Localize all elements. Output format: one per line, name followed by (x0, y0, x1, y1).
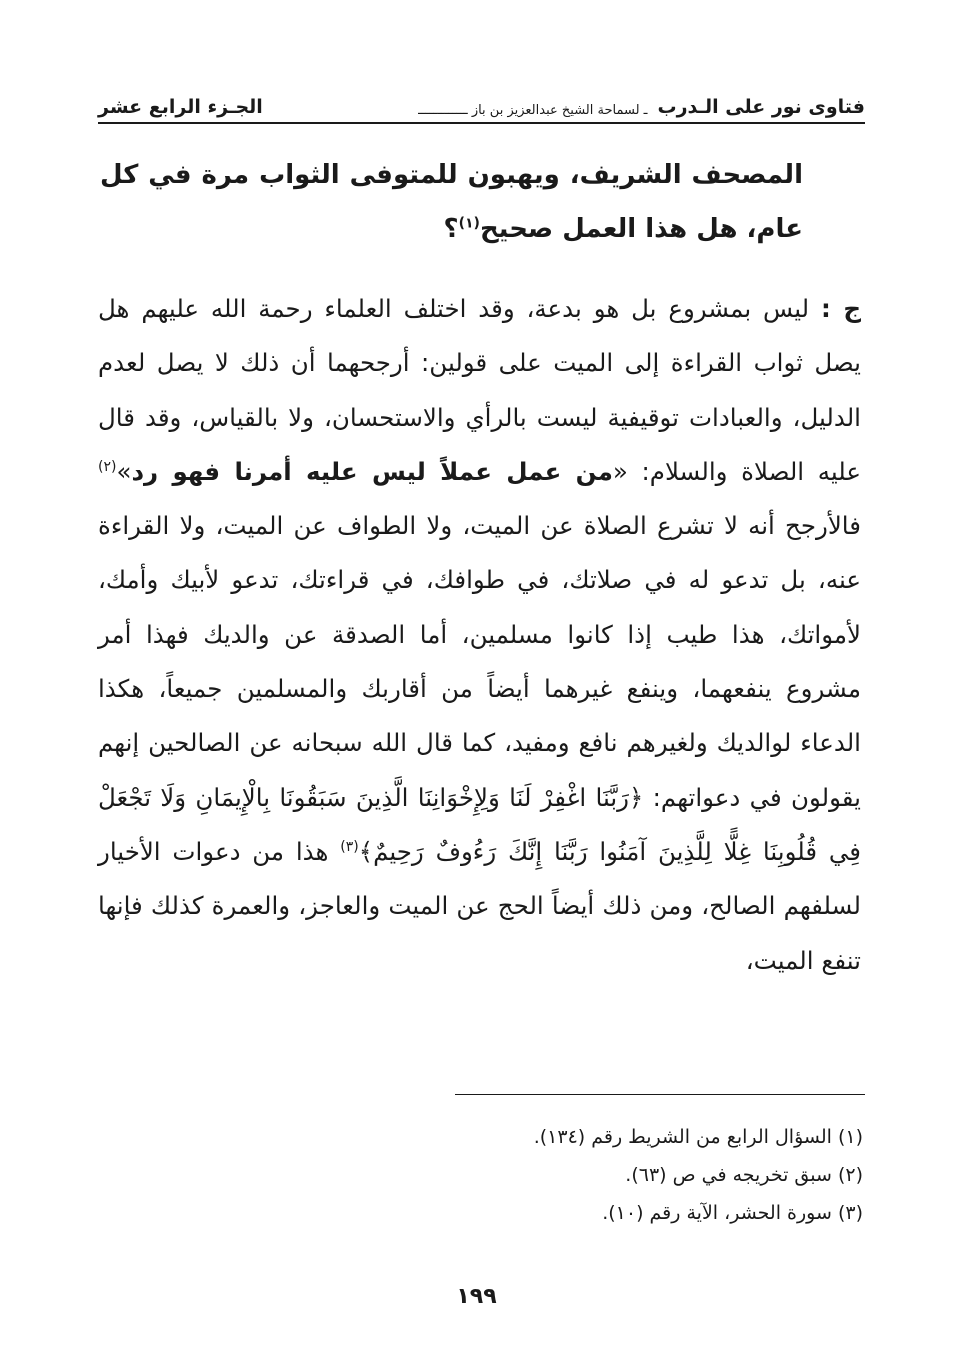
footnotes (300, 1118, 863, 1232)
running-header (98, 84, 865, 124)
page-number: ١٩٩ (456, 1284, 497, 1309)
hadith-quote: من عمل عملاً ليس عليه أمرنا فهو رد (131, 456, 613, 486)
part-title: الجـزء الرابع عشر (98, 96, 263, 118)
book-title: فتاوى نور على الـدرب (657, 96, 865, 118)
answer-prefix: ج : (820, 294, 861, 323)
running-header-right (418, 96, 865, 118)
author-line: ـ لسماحة الشيخ عبدالعزيز بن باز ـــــــــــــ (418, 103, 648, 118)
footnote-2: (٢) سبق تخريجه في ص (٦٣). (625, 1164, 863, 1186)
footnote-ref-1: (١) (458, 215, 480, 232)
question-text (100, 148, 803, 256)
answer-part-3: هذا من دعوات الأخيار لسلفهم الصالح، ومن ذلك أيضاً الحج عن الميت والعاجز، والعمرة كذلك فإنها تنفع الميت، (98, 836, 861, 975)
footnote-divider (455, 1094, 865, 1095)
answer-part-1: ليس بمشروع بل هو بدعة، وقد اختلف العلماء رحمة الله عليهم هل يصل ثواب القراءة إلى الميت على قولين: أرجحهما أن ذلك لا يصل لعدم الدليل، والعبادات توقيفية ليست بالرأي والاستحسان، ولا بالقياس، وقد قال عليه الصلاة والسلام: « (98, 294, 861, 486)
footnote-3: (٣) سورة الحشر، الآية رقم (١٠). (602, 1202, 863, 1224)
question-mark: ؟ (443, 214, 459, 244)
answer-text (98, 282, 861, 988)
question-body: المصحف الشريف، ويهبون للمتوفى الثواب مرة في كل عام، هل هذا العمل صحيح (100, 160, 803, 244)
hadith-close-quote: » (116, 456, 132, 486)
answer-part-2: فالأرجح أنه لا تشرع الصلاة عن الميت، ولا الطواف عن الميت، ولا القراءة عنه، بل تدعو له في صلاتك، في طوافك، في قراءتك، تدعو لأبيك وأمك، لأمواتك، هذا طيب إذا كانوا مسلمين، أما الصدقة عن والديك فهذا أمر مشروع ينفعهما، وينفع غيرهما أيضاً من أقاربك والمسلمين جميعاً، هكذا الدعاء لوالديك ولغيرهم نافع ومفيد، كما قال الله سبحانه عن الصالحين إنهم يقولون في دعواتهم: (98, 511, 861, 812)
footnote-ref-2: (٢) (98, 458, 117, 475)
footnote-ref-3: (٣) (340, 838, 359, 855)
quran-verse: ﴿رَبَّنَا اغْفِرْ لَنَا وَلِإِخْوَانِنَا الَّذِينَ سَبَقُونَا بِالْإِيمَانِ وَلَا تَجْعَلْ فِي قُلُوبِنَا غِلًّا لِلَّذِينَ آمَنُوا رَبَّنَا إِنَّكَ رَءُوفٌ رَحِيمٌ﴾ (98, 782, 861, 866)
footnote-1: (١) السؤال الرابع من الشريط رقم (١٣٤). (533, 1126, 863, 1148)
